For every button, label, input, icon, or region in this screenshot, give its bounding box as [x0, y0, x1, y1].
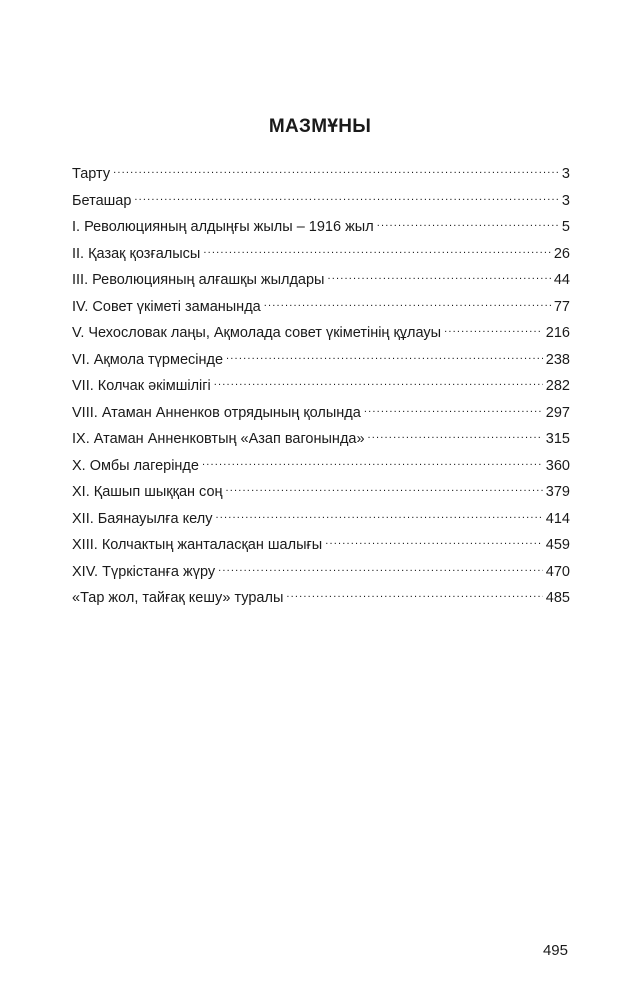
toc-entry-page: 485: [545, 590, 570, 606]
toc-entry-page: 470: [545, 563, 570, 580]
toc-dot-leader: [218, 556, 543, 576]
toc-entry[interactable]: [72, 264, 570, 291]
toc-dot-leader: [327, 264, 550, 284]
toc-entry-page: 414: [545, 510, 570, 527]
toc-entry-label: VI. Ақмола түрмесінде: [72, 351, 224, 368]
toc-dot-leader: [202, 450, 543, 470]
toc-entry-page: 360: [545, 457, 570, 474]
toc-entry[interactable]: [72, 503, 570, 530]
toc-dot-leader: [226, 476, 543, 496]
toc-entry-page: 459: [545, 537, 570, 553]
toc-entry-label: XIV. Түркістанға жүру: [72, 563, 216, 580]
toc-entry-page: 216: [545, 325, 570, 341]
toc-entry-page: 297: [545, 404, 570, 421]
toc-entry-label: X. Омбы лагерінде: [72, 457, 199, 474]
toc-entry[interactable]: [72, 529, 570, 556]
toc-entry[interactable]: [72, 317, 570, 344]
toc-dot-leader: [444, 317, 543, 337]
toc-entry-page: 315: [545, 431, 570, 447]
toc-entry-label: Тарту: [72, 166, 111, 182]
toc-entry-page: 238: [545, 351, 570, 368]
toc-entry-page: 5: [561, 219, 570, 235]
toc-entry[interactable]: [72, 211, 570, 238]
toc-dot-leader: [368, 423, 543, 443]
toc-entry[interactable]: [72, 450, 570, 477]
toc-dot-leader: [364, 397, 543, 417]
toc-entry[interactable]: [72, 344, 570, 371]
toc-entry-label: VIII. Атаман Анненков отрядының қолында: [72, 404, 361, 421]
toc-dot-leader: [264, 291, 551, 311]
toc-entry-label: VII. Колчак әкімшілігі: [72, 378, 211, 394]
toc-entry-page: 282: [545, 378, 570, 394]
toc-entry-page: 44: [553, 272, 570, 288]
toc-entry-label: V. Чехословак лаңы, Ақмолада совет үкіметінің құлауы: [72, 325, 442, 341]
page-number: 495: [542, 942, 568, 959]
toc-entry-label: Беташар: [72, 192, 132, 209]
toc-entry-label: II. Қазақ қозғалысы: [72, 245, 201, 262]
toc-entry[interactable]: [72, 556, 570, 583]
toc-entry[interactable]: [72, 476, 570, 503]
toc-dot-leader: [203, 238, 551, 258]
toc-dot-leader: [113, 158, 559, 178]
toc-entry[interactable]: [72, 582, 570, 609]
toc-entry-label: XI. Қашып шыққан соң: [72, 484, 223, 500]
toc-entry-label: «Тар жол, тайғақ кешу» туралы: [72, 590, 284, 606]
toc-entry-label: XIII. Колчактың жанталасқан шалығы: [72, 537, 323, 553]
toc-entry-label: I. Революцияның алдыңғы жылы – 1916 жыл: [72, 219, 374, 235]
toc-dot-leader: [226, 344, 543, 364]
toc-entry-page: 77: [553, 298, 570, 315]
toc-dot-leader: [215, 503, 542, 523]
toc-entry-label: IV. Совет үкіметі заманында: [72, 298, 261, 315]
toc-entry[interactable]: [72, 238, 570, 265]
toc-entry-page: 3: [561, 166, 570, 182]
toc-entry-label: III. Революцияның алғашқы жылдары: [72, 272, 325, 288]
toc-dot-leader: [286, 582, 542, 602]
toc-entry[interactable]: [72, 423, 570, 450]
toc-entry[interactable]: [72, 158, 570, 185]
toc-dot-leader: [377, 211, 559, 231]
toc-entry-label: XII. Баянауылға келу: [72, 510, 213, 527]
toc-dot-leader: [325, 529, 543, 549]
toc-dot-leader: [214, 370, 543, 390]
page-title: МАЗМҰНЫ: [268, 116, 372, 137]
table-of-contents: [72, 158, 570, 609]
toc-entry-page: 379: [545, 484, 570, 500]
toc-dot-leader: [134, 185, 559, 205]
toc-entry-label: IX. Атаман Анненковтың «Азап вагонында»: [72, 431, 365, 447]
toc-entry-page: 26: [553, 245, 570, 262]
toc-entry[interactable]: [72, 397, 570, 424]
toc-entry[interactable]: [72, 370, 570, 397]
toc-entry[interactable]: [72, 185, 570, 212]
toc-entry-page: 3: [561, 192, 570, 209]
toc-entry[interactable]: [72, 291, 570, 318]
